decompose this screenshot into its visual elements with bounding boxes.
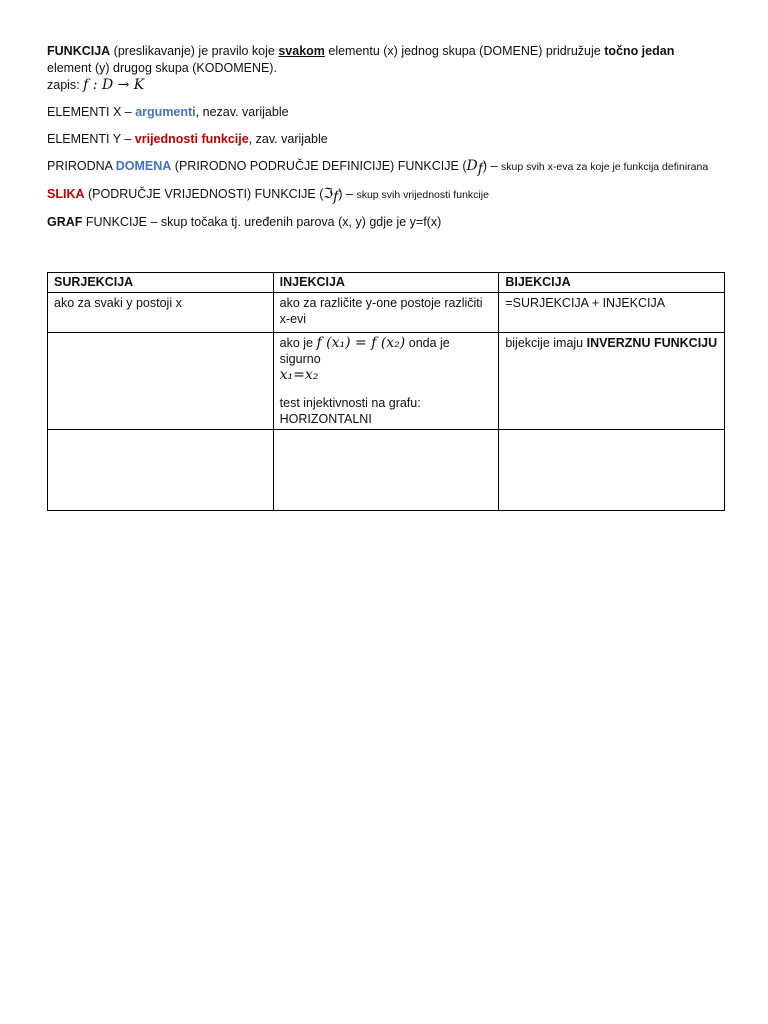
term-vrijednosti: vrijednosti funkcije	[134, 132, 249, 146]
definition-text-c: element (y) drugog skupa (KODOMENE).	[47, 61, 277, 75]
injekcija-test-label: test injektivnosti na grafu:	[279, 396, 421, 410]
elements-y-suffix: , zav. varijable	[248, 132, 328, 146]
term-funkcija: FUNKCIJA	[47, 44, 111, 58]
zapis-line	[47, 77, 727, 94]
cell-empty	[499, 430, 725, 511]
cell-empty	[48, 430, 274, 511]
cell-empty	[273, 430, 499, 511]
injekcija-suffix: onda je sigurno	[279, 336, 450, 366]
slika-line	[47, 186, 727, 204]
graf-line	[47, 214, 727, 231]
term-argumenti: argumenti	[135, 105, 196, 119]
cell-surjekcija-def: ako za svaki y postoji x	[48, 293, 274, 333]
slika-sub: f	[333, 189, 339, 205]
domena-dash: –	[487, 159, 501, 173]
domena-symbol: D	[466, 158, 478, 174]
elements-x-line	[47, 104, 727, 121]
elements-x-prefix: ELEMENTI X –	[47, 105, 136, 119]
term-tocno-jedan: točno jedan	[604, 44, 675, 58]
domena-prefix: PRIRODNA	[47, 159, 116, 173]
term-graf: GRAF	[47, 215, 83, 229]
domena-line	[47, 158, 727, 176]
injekcija-prefix: ako je	[279, 336, 317, 350]
definition-text-b: elementu (x) jednog skupa (DOMENE) pridružuje	[324, 44, 605, 58]
slika-note: skup svih vrijednosti funkcije	[356, 189, 489, 201]
cell-injekcija-test	[273, 333, 499, 430]
injekcija-condition	[280, 335, 493, 367]
domena-middle: (PRIRODNO PODRUČJE DEFINICIJE) FUNKCIJE (	[171, 159, 467, 173]
zapis-label: zapis:	[47, 78, 84, 92]
definition-text-a: (preslikavanje) je pravilo koje	[110, 44, 279, 58]
domena-close: )	[482, 159, 488, 173]
function-definition	[47, 43, 727, 60]
bijekcija-inverse: INVERZNU FUNKCIJU	[586, 336, 718, 350]
table-row	[48, 430, 725, 511]
injekcija-conclusion: x₁=x₂	[279, 367, 319, 383]
injekcija-equation: f (x₁) = f (x₂)	[316, 335, 406, 351]
term-svakom: svakom	[278, 44, 325, 58]
elements-x-suffix: , nezav. varijable	[195, 105, 289, 119]
table-row	[48, 333, 725, 430]
bijekcija-prefix: bijekcije imaju	[505, 336, 587, 350]
cell-injekcija-def: ako za različite y-one postoje različiti x-evi	[273, 293, 499, 333]
domena-sub: f	[477, 161, 483, 177]
graf-text: FUNKCIJE – skup točaka tj. uređenih parova (x, y) gdje je y=f(x)	[82, 215, 442, 229]
function-types-table	[47, 272, 725, 511]
table-row	[48, 293, 725, 333]
slika-middle: (PODRUČJE VRIJEDNOSTI) FUNKCIJE (	[84, 187, 324, 201]
domena-note: skup svih x-eva za koje je funkcija definirana	[500, 161, 709, 173]
slika-symbol: ℑ	[323, 186, 334, 202]
definitions-block	[47, 43, 727, 231]
injekcija-test-value: HORIZONTALNI	[279, 412, 372, 426]
zapis-formula: f : D → K	[83, 77, 145, 93]
header-bijekcija: BIJEKCIJA	[499, 273, 725, 293]
slika-close: )	[338, 187, 343, 201]
table-header-row	[48, 273, 725, 293]
term-slika: SLIKA	[47, 187, 85, 201]
term-domena: DOMENA	[115, 159, 172, 173]
header-injekcija: INJEKCIJA	[273, 273, 499, 293]
elements-y-prefix: ELEMENTI Y –	[47, 132, 135, 146]
header-surjekcija: SURJEKCIJA	[48, 273, 274, 293]
cell-empty	[48, 333, 274, 430]
elements-y-line	[47, 131, 727, 148]
cell-bijekcija-inverse	[499, 333, 725, 430]
cell-bijekcija-def: =SURJEKCIJA + INJEKCIJA	[499, 293, 725, 333]
slika-dash: –	[342, 187, 357, 201]
